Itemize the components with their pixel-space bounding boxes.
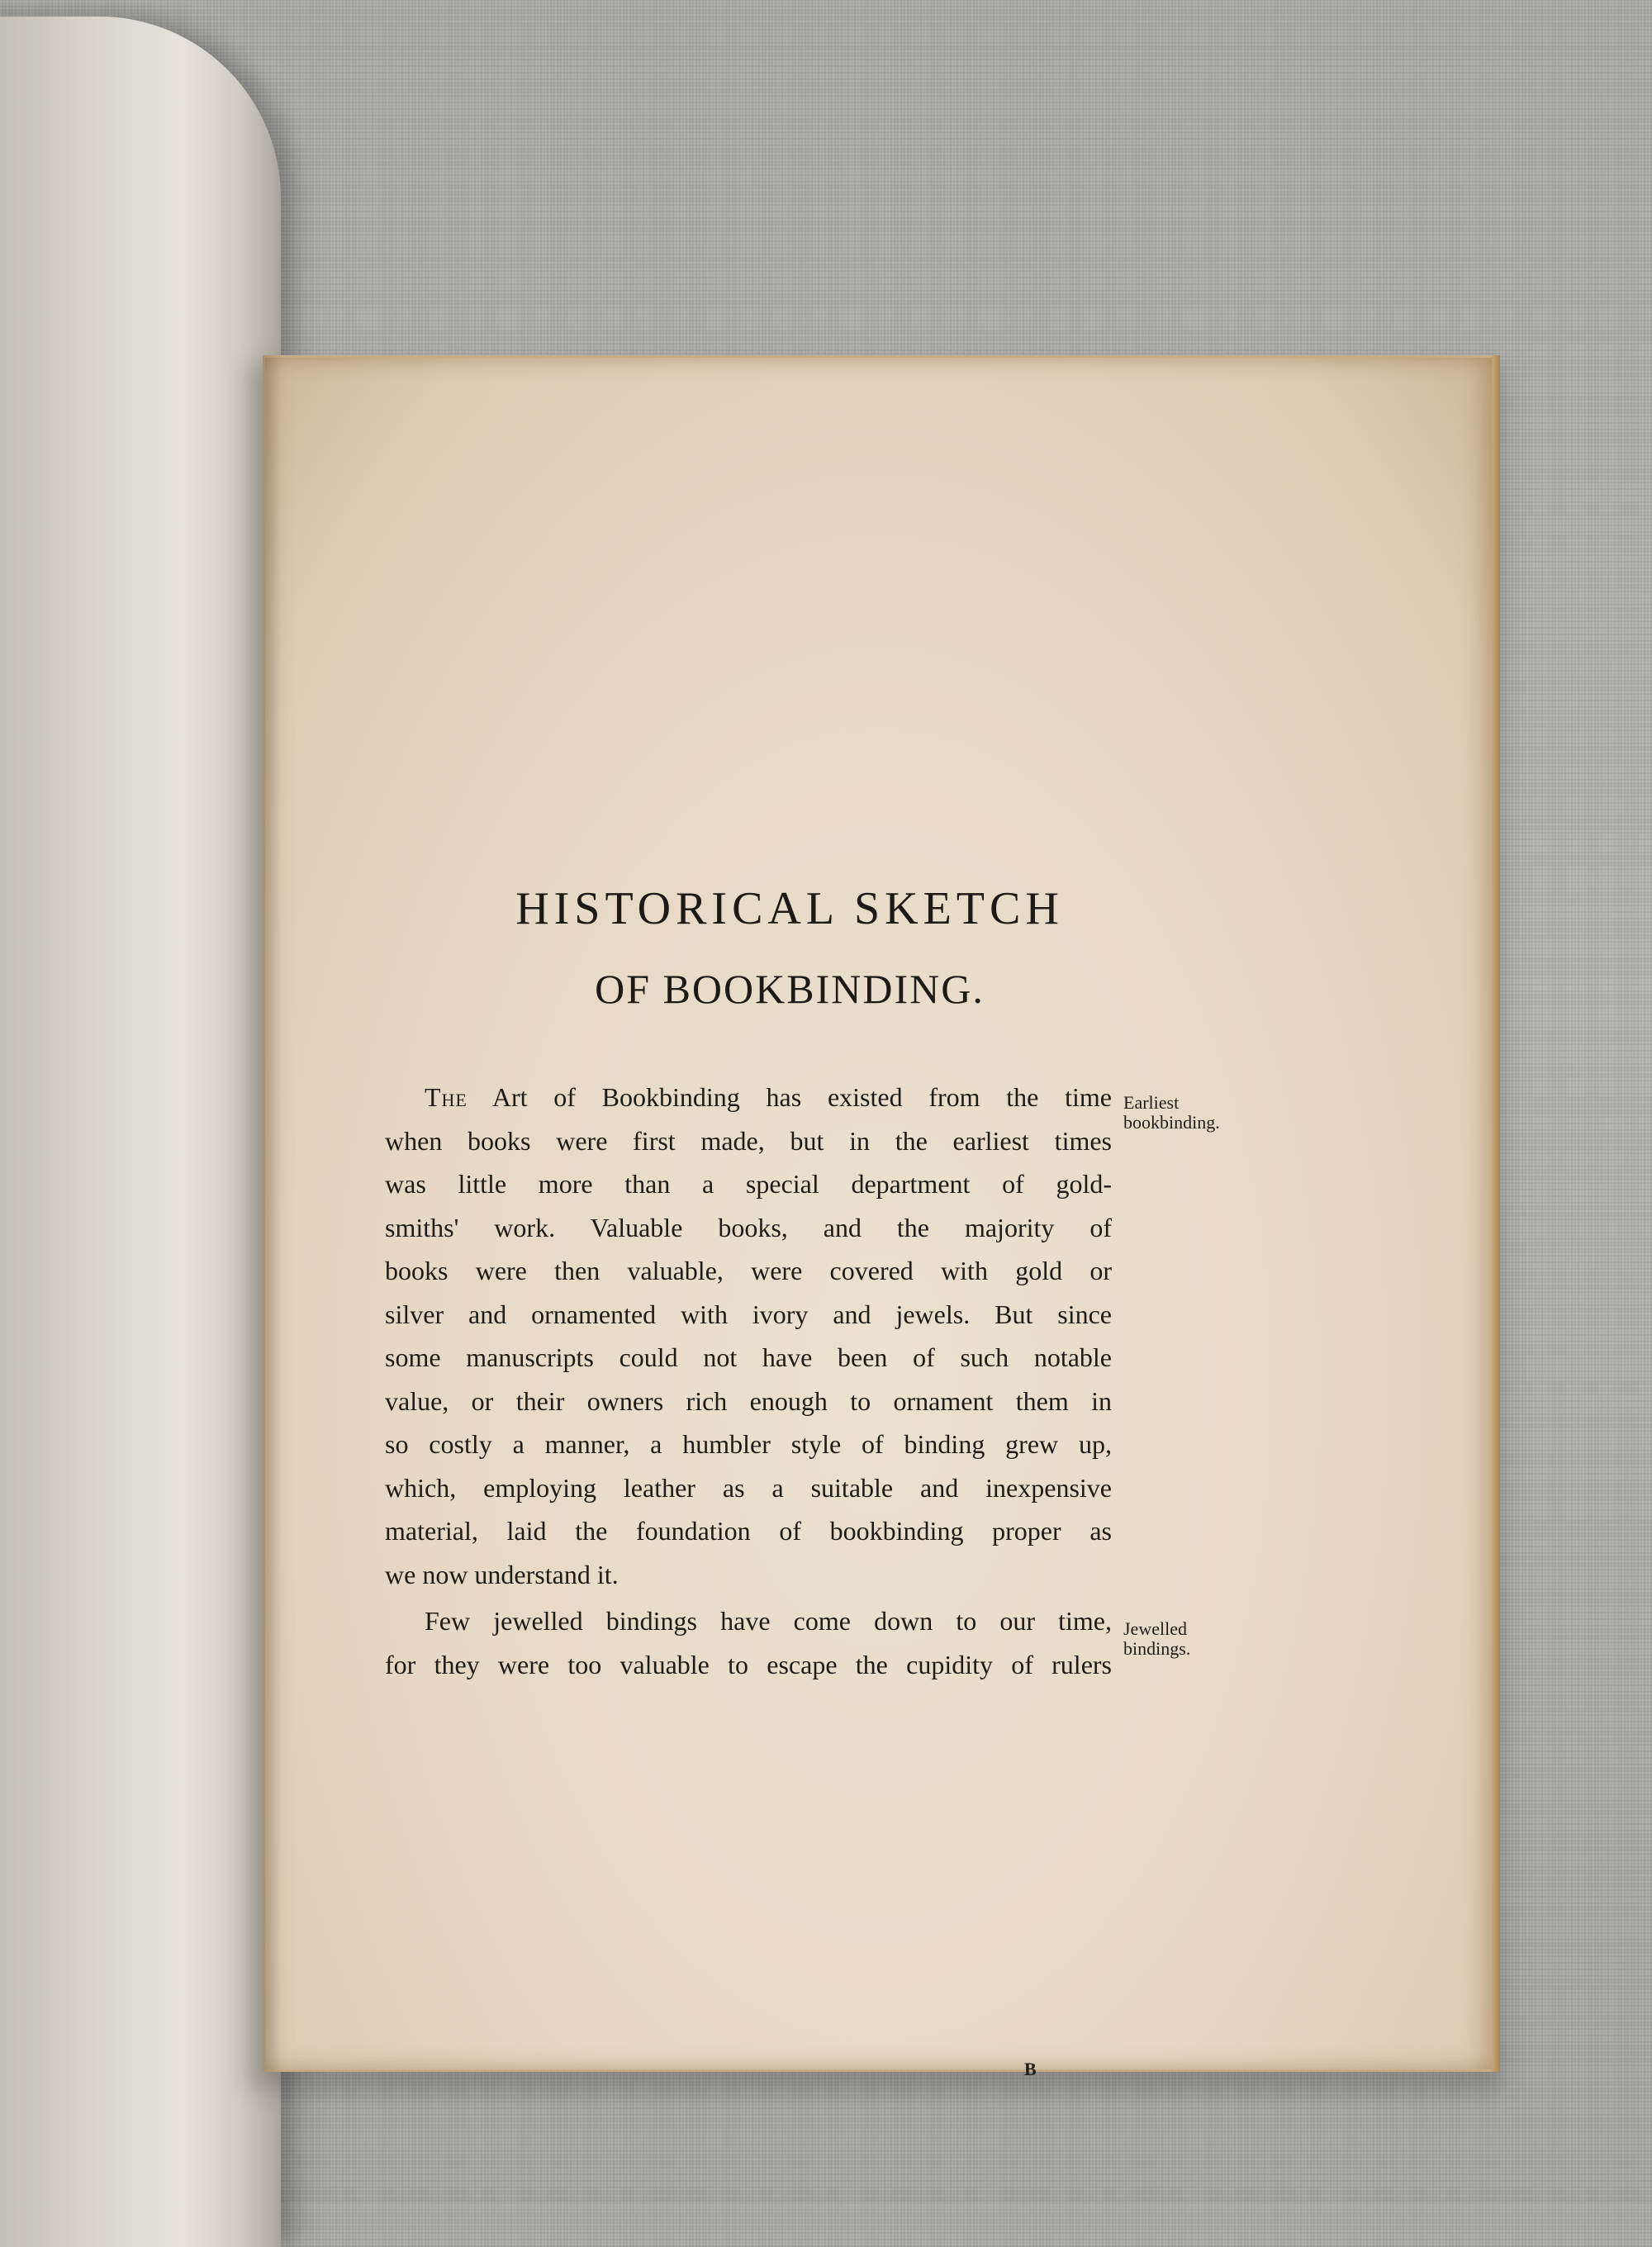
- margin-note-jewelled-bindings: [1123, 1619, 1190, 1659]
- chapter-title-line-2: OF BOOKBINDING.: [595, 966, 985, 1012]
- opening-word: The: [425, 1082, 468, 1112]
- text-line: some manuscripts could not have been of such notable: [385, 1342, 1112, 1372]
- text-line: when books were first made, but in the earliest times: [385, 1125, 1112, 1156]
- page-edge: [1492, 355, 1500, 2072]
- page-gutter-shadow: [263, 355, 282, 2072]
- text-line: so costly a manner, a humbler style of binding grew up,: [385, 1429, 1112, 1459]
- text-line: silver and ornamented with ivory and jewels. But since: [385, 1299, 1112, 1329]
- margin-note-line: Jewelled: [1123, 1618, 1187, 1639]
- margin-note-line: Earliest: [1123, 1092, 1180, 1113]
- signature-mark: B: [1024, 2059, 1037, 2079]
- text-line: The Art of Bookbinding has existed from the time: [425, 1082, 1112, 1112]
- text-line: material, laid the foundation of bookbinding proper as: [385, 1516, 1112, 1546]
- book-page: [263, 355, 1495, 2079]
- chapter-title-line-1: HISTORICAL SKETCH: [515, 883, 1064, 934]
- text-line: was little more than a special department of gold-: [385, 1169, 1112, 1199]
- margin-note-line: bindings.: [1123, 1638, 1191, 1659]
- text-line: for they were too valuable to escape the cupidity of rulers: [385, 1649, 1112, 1679]
- text-line: smiths' work. Valuable books, and the majority of: [385, 1212, 1112, 1242]
- paragraph-1: [385, 1076, 1112, 1596]
- text-line: books were then valuable, were covered with gold or: [385, 1256, 1112, 1285]
- left-page-curl: [0, 17, 281, 2247]
- margin-note-earliest-bookbinding: [1123, 1093, 1220, 1133]
- margin-note-line: bookbinding.: [1123, 1112, 1220, 1133]
- text-line: we now understand it.: [385, 1559, 619, 1589]
- text-line: value, or their owners rich enough to ornament them in: [385, 1385, 1112, 1416]
- paragraph-2: [385, 1599, 1112, 1686]
- text-line: Few jewelled bindings have come down to our time,: [425, 1606, 1112, 1636]
- text-line: which, employing leather as a suitable and inexpensive: [385, 1472, 1112, 1503]
